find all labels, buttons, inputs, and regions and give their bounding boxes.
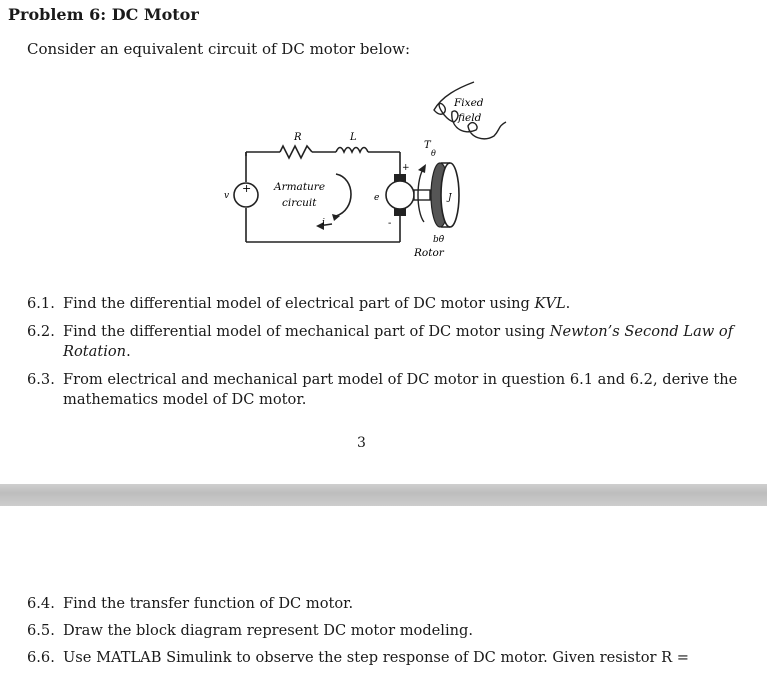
question-number: 6.4.	[27, 595, 55, 612]
label-damping: bθ̇	[433, 235, 445, 245]
inductor-symbol	[336, 148, 368, 153]
dc-motor-circuit-figure	[224, 70, 528, 270]
question-number: 6.6.	[27, 649, 55, 666]
question-6-1: 6.1. Find the differential model of electrical part of DC motor using KVL.	[27, 295, 571, 312]
questions-list-page2	[27, 594, 757, 675]
label-fixed: Fixed	[454, 97, 484, 109]
label-rotor: Rotor	[414, 247, 444, 259]
label-current: i	[322, 218, 325, 228]
rotor-disk	[431, 163, 459, 227]
question-number: 6.2.	[27, 323, 55, 340]
question-emphasis: Newton’s Second Law of Rotation	[63, 323, 734, 360]
question-6-6	[27, 648, 757, 668]
question-text: From electrical and mechanical part model of DC motor in question 6.1 and 6.2, derive the mathematics model of DC motor.	[63, 371, 738, 408]
problem-title	[8, 5, 199, 24]
question-text: Find the differential model of electrical part of DC motor using	[63, 295, 535, 312]
current-loop-arc	[336, 174, 351, 216]
question-number: 6.5.	[27, 622, 55, 639]
question-6-2: 6.2. Find the differential model of mechanical part of DC motor using Newton’s Second Law of Rotation.	[27, 323, 734, 360]
question-text: Find the transfer function of DC motor.	[63, 595, 354, 612]
label-inertia: J	[448, 193, 452, 203]
question-text: Find the differential model of mechanical part of DC motor using	[63, 323, 550, 340]
label-inductance: L	[350, 132, 357, 143]
label-armature-1: Armature	[274, 181, 326, 193]
motor-symbol	[386, 174, 430, 216]
label-torque: T	[424, 140, 431, 151]
question-emphasis: KVL	[534, 295, 566, 312]
label-back-emf: e	[374, 193, 380, 203]
label-theta: θ	[431, 149, 436, 158]
resistor-symbol	[280, 146, 312, 158]
question-number: 6.1.	[27, 295, 55, 312]
problem-name: DC Motor	[111, 5, 199, 24]
circuit-diagram	[224, 70, 528, 270]
question-6-4	[27, 594, 757, 614]
torque-arrow-head	[418, 164, 426, 173]
label-resistance: R	[294, 132, 302, 143]
label-field: field	[458, 112, 482, 124]
question-text: Draw the block diagram represent DC motor modeling.	[63, 622, 474, 639]
label-armature-2: circuit	[282, 197, 317, 209]
question-6-3	[27, 370, 752, 410]
questions-list-page1	[27, 294, 752, 418]
label-motor-plus: +	[402, 163, 410, 173]
question-6-5	[27, 621, 757, 641]
fixed-field-coil	[434, 82, 506, 139]
page-separator	[0, 484, 767, 506]
label-source-plus: +	[242, 182, 252, 195]
question-number: 6.3.	[27, 371, 55, 388]
page-number: 3	[357, 435, 366, 451]
problem-intro: Consider an equivalent circuit of DC motor below:	[27, 40, 411, 58]
question-text: Use MATLAB Simulink to observe the step response of DC motor. Given resistor R =	[63, 649, 690, 666]
label-motor-minus: -	[388, 218, 392, 229]
problem-number: Problem 6:	[8, 5, 107, 24]
label-voltage: v	[224, 191, 230, 201]
